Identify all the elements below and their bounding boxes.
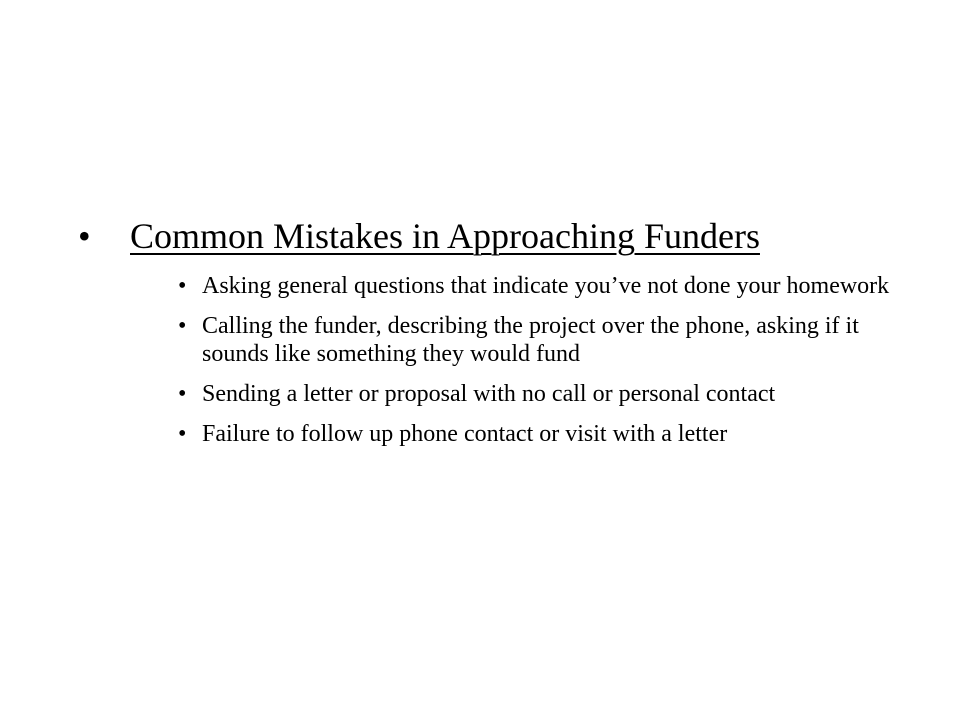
list-item [178, 272, 898, 300]
sub-bullet-list [178, 272, 898, 460]
list-item [178, 312, 898, 368]
bullet-marker: • [178, 273, 187, 299]
list-item-text: Failure to follow up phone contact or visit with a letter [202, 421, 728, 447]
bullet-marker: • [178, 313, 187, 339]
list-item-text: Calling the funder, describing the project over the phone, asking if it sounds like something they would fund [202, 313, 859, 367]
bullet-marker: • [78, 216, 91, 256]
list-item-text: Asking general questions that indicate you’ve not done your homework [202, 273, 890, 299]
bullet-marker: • [178, 381, 187, 407]
list-item-text: Sending a letter or proposal with no call or personal contact [202, 381, 776, 407]
bullet-marker: • [178, 421, 187, 447]
main-bullet [78, 212, 760, 260]
slide-heading: Common Mistakes in Approaching Funders [130, 216, 760, 256]
list-item [178, 380, 898, 408]
list-item [178, 420, 898, 448]
